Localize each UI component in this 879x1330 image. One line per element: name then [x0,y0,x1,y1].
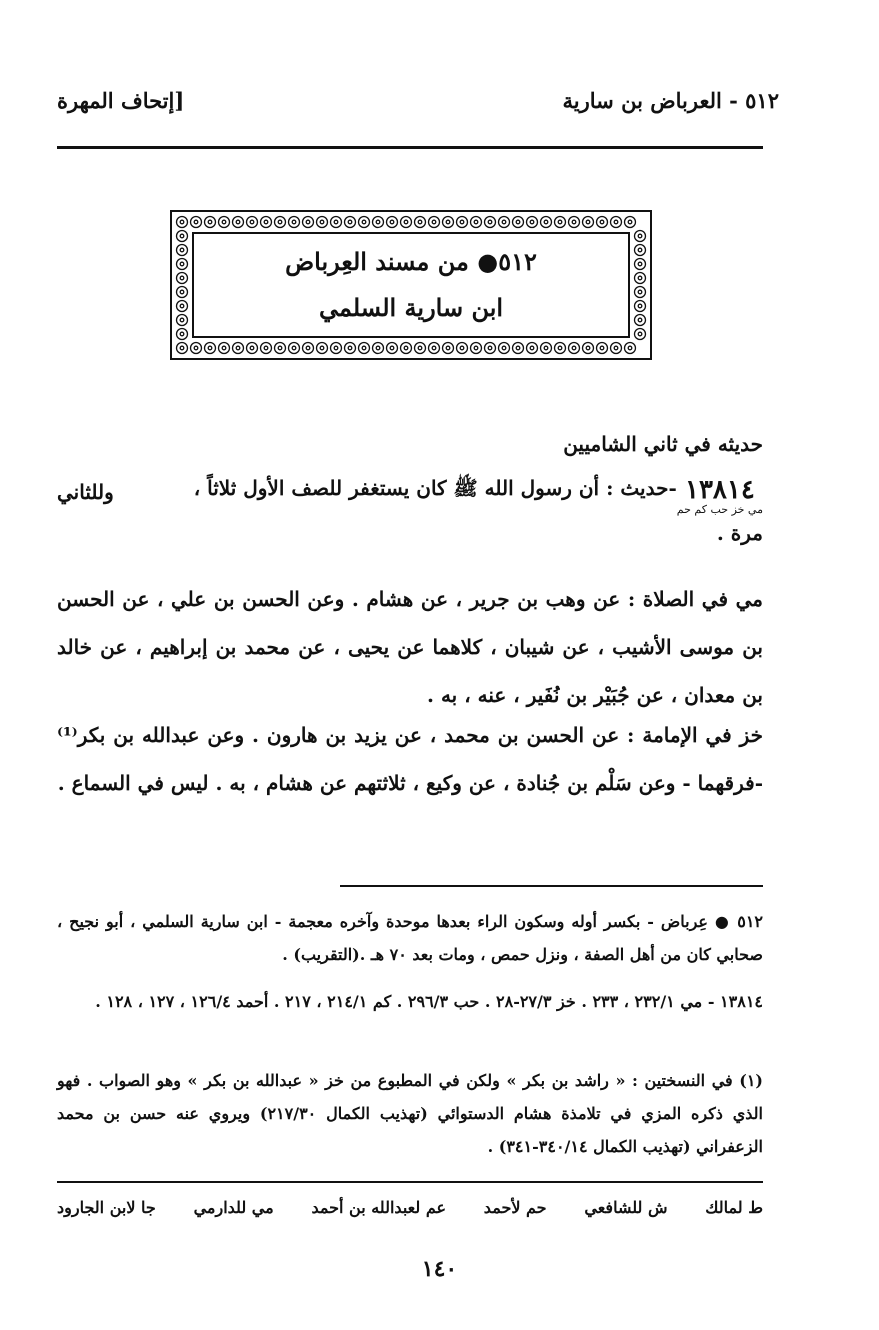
abbreviation-item: مي للدارمي [193,1198,274,1217]
footnote-hadith-refs: ١٣٨١٤ - مي ٢٣٢/١ ، ٢٣٣ . خز ٢٧/٣-٢٨ . حب ٢٩٦/٣ . كم ٢١٤/١ ، ٢١٧ . أحمد ١٢٦/٤ ، ١٢٧ ، ١٢٨ . [95,992,763,1011]
header-divider [57,146,763,149]
running-header-book: [إتحاف المهرة [57,88,185,113]
hadith-text-tail: وللثاني [57,480,114,504]
chain-paragraph-darimi: مي في الصلاة : عن وهب بن جرير ، عن هشام . وعن الحسن بن علي ، عن الحسن بن موسى الأشيب ، عن شيبان ، كلاهما عن يحيى ، عن محمد بن إبراهيم ، عن خالد بن معدان ، عن جُبَيْر بن نُفَير ، عنه ، به . [57,587,763,707]
hadith-text-continued: مرة . [716,521,763,545]
hadith-number: ١٣٨١٤ [684,475,755,505]
chain-paragraph-ibn-khuzayma: خز في الإمامة : عن الحسن بن محمد ، عن يزيد بن هارون . وعن عبدالله بن بكر⁽¹⁾ -فرقهما - وعن سَلْم بن جُنادة ، عن وكيع ، ثلاثتهم عن هشام ، به . ليس في السماع . [57,723,763,795]
title-box-inner [192,232,630,338]
abbreviation-item: ط لمالك [705,1198,763,1217]
bottom-divider [57,1181,763,1183]
page-number: ١٤٠ [421,1256,458,1282]
hadith-entry [57,476,763,550]
footnote-section: ٥١٢ ● عِرباض - بكسر أوله وسكون الراء بعدها موحدة وآخره معجمة - ابن سارية السلمي ، أبو نجيح ، صحابي كان من أهل الصفة ، ونزل حمص ، ومات بعد ٧٠ هـ .(التقريب) . [57,912,763,964]
section-title-line2: ابن سارية السلمي [318,293,504,322]
section-title-line1: ٥١٢● من مسند العِرباض [285,247,537,276]
abbreviations-key [57,1198,763,1217]
running-header-title: ٥١٢ - العرباض بن سارية [562,88,779,113]
abbreviation-item: ش للشافعي [584,1198,668,1217]
footnote-divider [340,885,763,887]
hadith-sigla: مي خز حب كم حم [676,503,763,516]
subheading: حديثه في ثاني الشاميين [563,432,763,456]
footnote-1: (١) في النسختين : « راشد بن بكر » ولكن في المطبوع من خز « عبدالله بن بكر » وهو الصواب . فهو الذي ذكره المزي في تلامذة هشام الدستوائي (تهذيب الكمال ٢١٧/٣٠) ويروي عنه حسن بن محمد الزعفراني (تهذيب الكمال ٣٤٠/١٤-٣٤١) . [57,1071,763,1156]
abbreviation-item: عم لعبدالله بن أحمد [311,1198,447,1217]
abbreviation-item: جا لابن الجارود [57,1198,156,1217]
abbreviation-item: حم لأحمد [483,1198,547,1217]
hadith-text: -حديث : أن رسول الله ﷺ كان يستغفر للصف الأول ثلاثاً ، [193,476,677,500]
title-box [170,210,652,360]
hadith-number-block [677,476,763,516]
